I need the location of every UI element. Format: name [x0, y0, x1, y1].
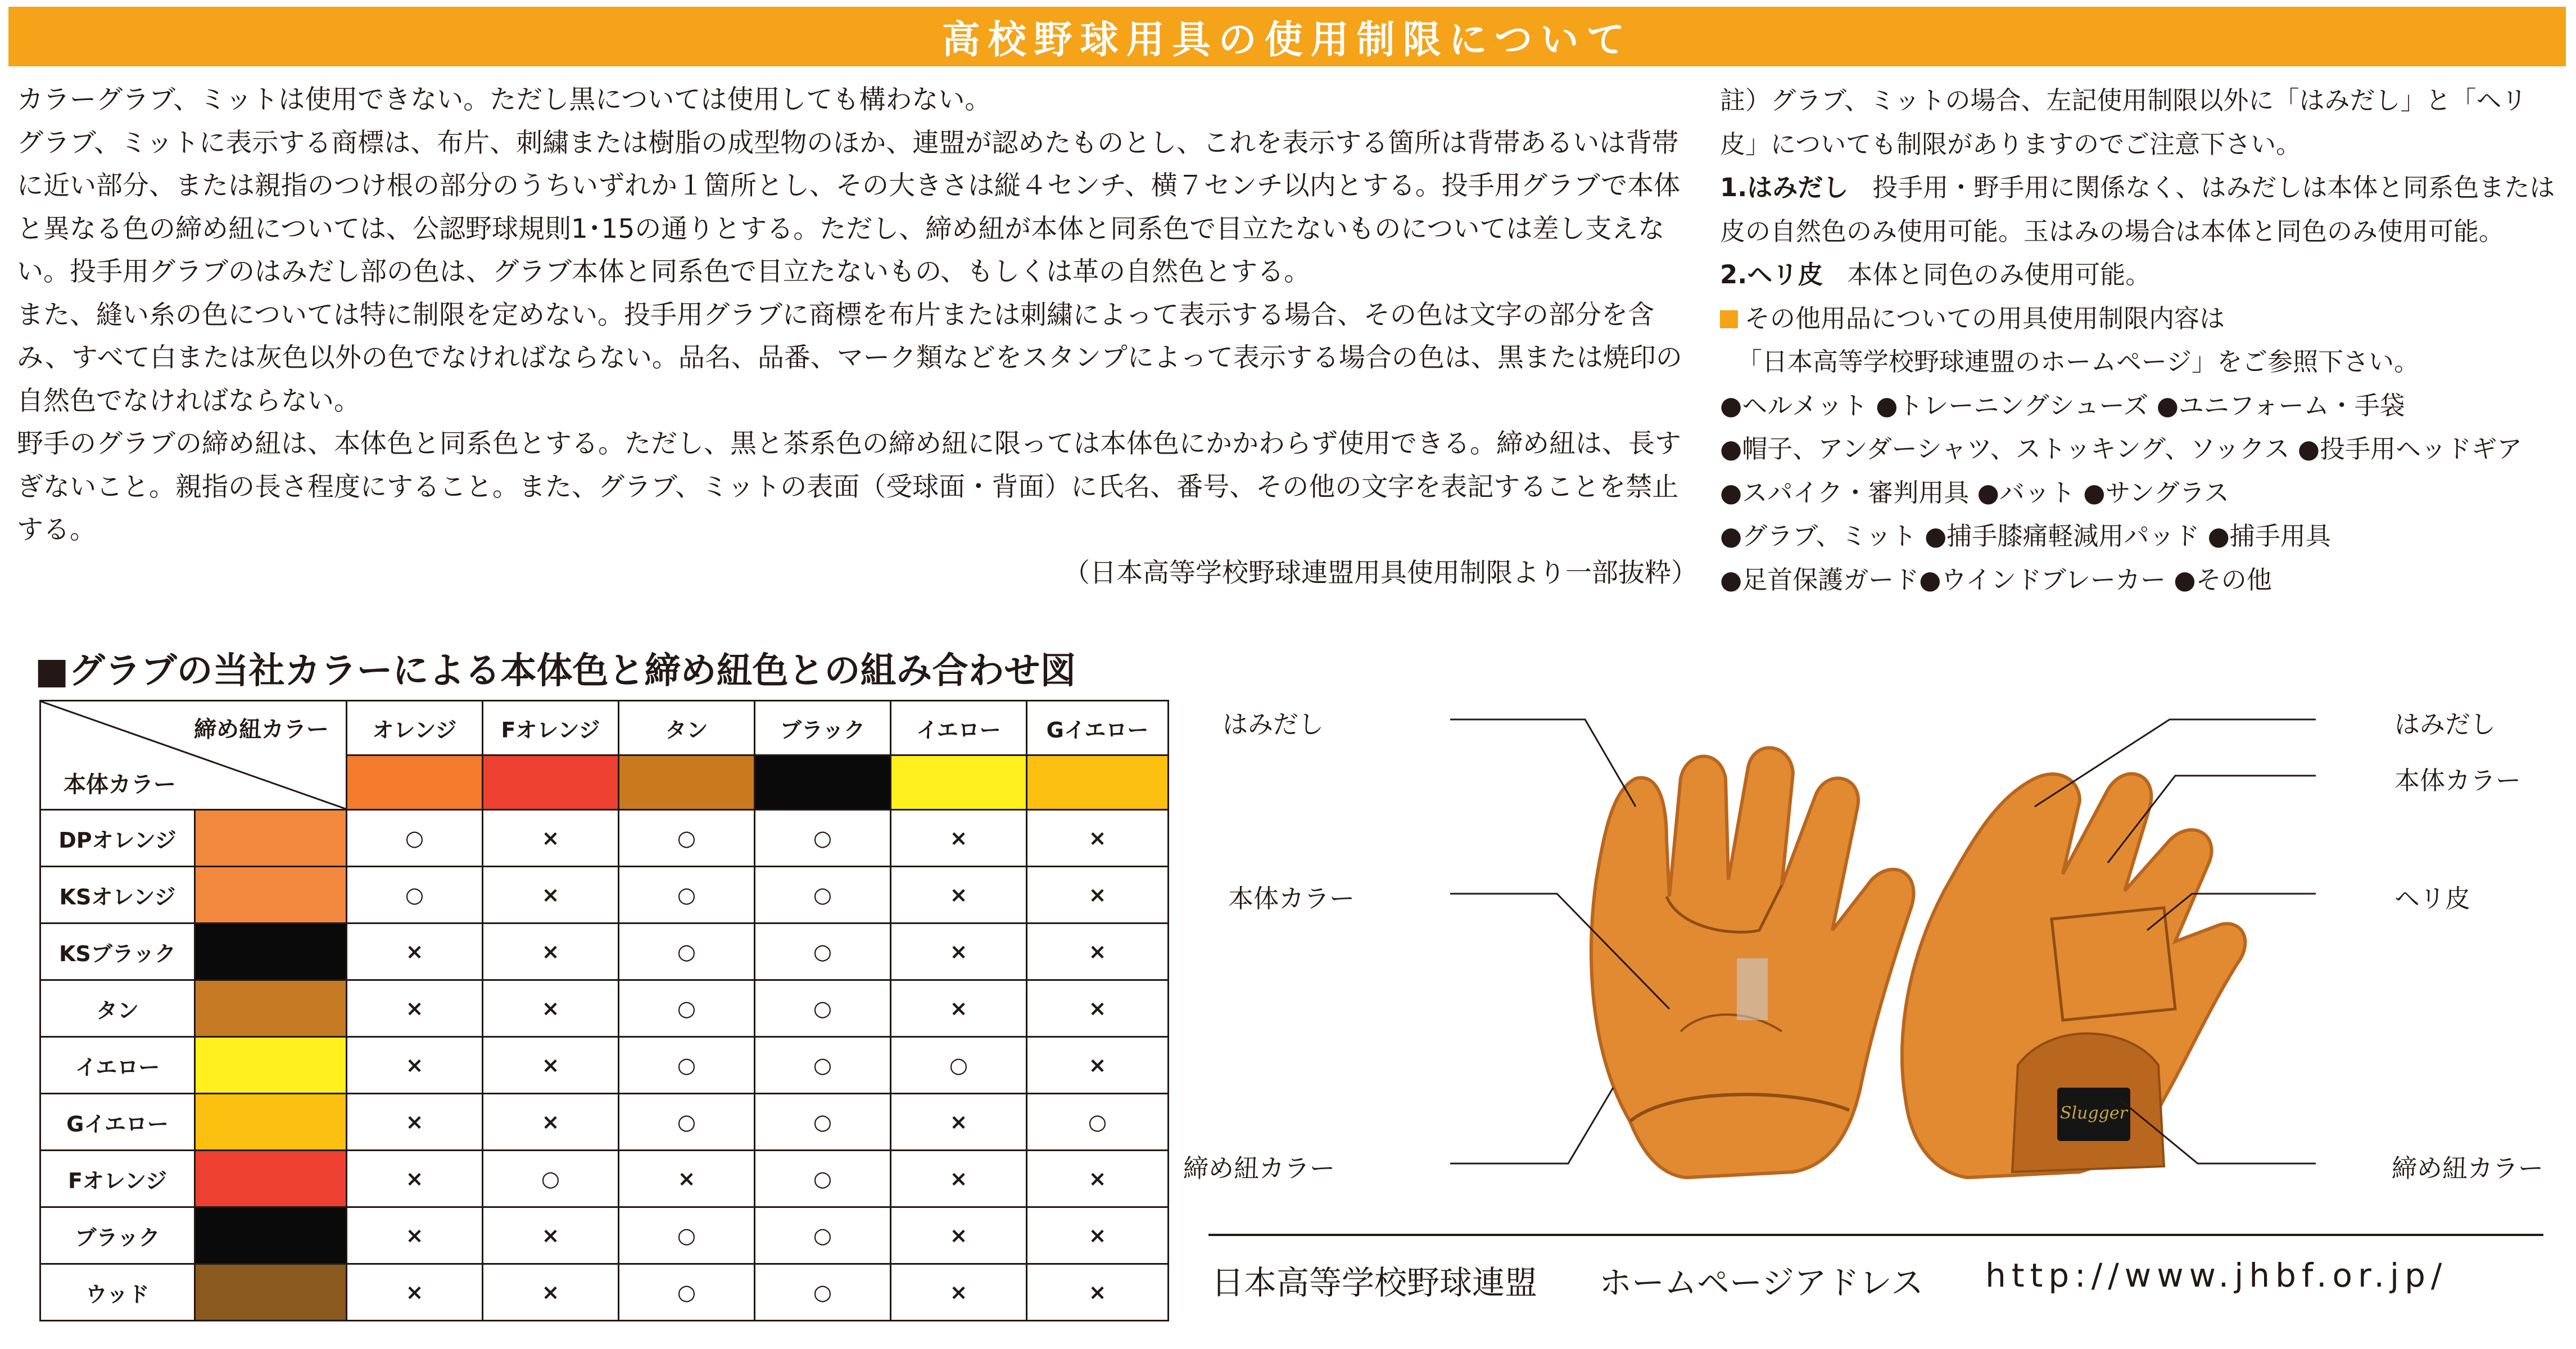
- footer: [1211, 1256, 2543, 1303]
- combination-mark: ×: [891, 1207, 1027, 1264]
- combination-mark: ○: [619, 980, 755, 1037]
- note-item-text: 投手用・野手用に関係なく、はみだしは本体と同系色または皮の自然色のみ使用可能。玉はみの場合は本体と同色のみ使用可能。: [1720, 173, 2555, 246]
- combination-mark: ×: [347, 1094, 483, 1151]
- callout-hamidashi-left: はみだし: [1223, 709, 1324, 739]
- combination-mark: ×: [1027, 1037, 1169, 1094]
- cord-color-swatch: [483, 755, 619, 810]
- combination-mark: ○: [755, 980, 891, 1037]
- combination-mark: ×: [891, 980, 1027, 1037]
- note-item-text: 本体と同色のみ使用可能。: [1847, 260, 2151, 289]
- combination-mark: ○: [347, 867, 483, 924]
- combination-mark: ○: [891, 1037, 1027, 1094]
- body-color-label: Fオレンジ: [40, 1151, 195, 1207]
- bullet-line: ●足首保護ガード●ウインドブレーカー ●その他: [1720, 564, 2272, 595]
- glove-back-icon: [1902, 774, 2245, 1178]
- regulation-paragraph: 野手のグラブの締め紐は、本体色と同系色とする。ただし、黒と茶系色の締め紐に限っては本体色にかかわらず使用できる。締め紐は、長すぎないこと。親指の長さ程度にすること。また、グラブ、ミットの表面（受球面・背面）に氏名、番号、その他の文字を表記することを禁止する。: [17, 428, 1681, 545]
- table-corner-header: [40, 701, 347, 810]
- body-color-swatch: [195, 924, 347, 980]
- combination-mark: ×: [1027, 867, 1169, 924]
- combination-mark: ×: [483, 924, 619, 980]
- combination-mark: ×: [619, 1151, 755, 1207]
- bullet-line: ●スパイク・審判用具 ●バット ●サングラス: [1720, 477, 2230, 508]
- combination-mark: ○: [755, 1151, 891, 1207]
- cord-color-header: オレンジ: [347, 701, 483, 755]
- body-color-swatch: [195, 1207, 347, 1264]
- combination-mark: ○: [755, 810, 891, 867]
- combination-mark: ×: [1027, 1151, 1169, 1207]
- glove-front-icon: [1591, 748, 1914, 1178]
- note-item-herikawa: [1720, 253, 2563, 297]
- orange-square-icon: [1720, 310, 1738, 328]
- note-column: [1720, 79, 2563, 601]
- callout-body-color-right: 本体カラー: [2394, 766, 2521, 795]
- table-body: [40, 810, 1169, 1321]
- combination-mark: ×: [891, 1094, 1027, 1151]
- note-item-heading: 1.はみだし: [1720, 173, 1849, 202]
- table-row: [40, 1207, 1169, 1264]
- callout-cord-color-right: 締め紐カラー: [2392, 1153, 2544, 1183]
- footer-url-link[interactable]: http://www.jhbf.or.jp/: [1985, 1256, 2448, 1294]
- combination-mark: ×: [1027, 1264, 1169, 1321]
- cord-color-header: ブラック: [755, 701, 891, 755]
- combination-mark: ×: [347, 924, 483, 980]
- combination-mark: ×: [891, 867, 1027, 924]
- combination-mark: ×: [347, 1037, 483, 1094]
- excerpt-source-note: （日本高等学校野球連盟用具使用制限より一部抜粋）: [1063, 557, 1697, 589]
- combination-mark: ○: [619, 1037, 755, 1094]
- body-color-label: イエロー: [40, 1037, 195, 1094]
- combination-mark: ○: [619, 1094, 755, 1151]
- footer-label: ホームページアドレス: [1599, 1264, 1924, 1302]
- combination-mark: ×: [347, 980, 483, 1037]
- combination-mark: ○: [755, 1264, 891, 1321]
- body-color-swatch: [195, 810, 347, 867]
- combination-mark: ×: [483, 1094, 619, 1151]
- combination-mark: ×: [483, 1207, 619, 1264]
- regulation-paragraph: また、縫い糸の色については特に制限を定めない。投手用グラブに商標を布片または刺繍によって表示する場合、その色は文字の部分を含み、すべて白または灰色以外の色でなければならない。品名、品番、マーク類などをスタンプによって表示する場合の色は、黒または焼印の自然色でなければならない。: [17, 299, 1682, 417]
- footer-org: 日本高等学校野球連盟: [1211, 1264, 1538, 1302]
- body-color-label: ブラック: [40, 1207, 195, 1264]
- combination-mark: ○: [619, 924, 755, 980]
- cord-color-swatch: [1027, 755, 1169, 810]
- body-color-label: ウッド: [40, 1264, 195, 1321]
- table-row: [40, 1151, 1169, 1207]
- cord-color-swatch: [347, 755, 483, 810]
- cord-color-header: Fオレンジ: [483, 701, 619, 755]
- table-row: [40, 1264, 1169, 1321]
- bullet-line: ●帽子、アンダーシャツ、ストッキング、ソックス ●投手用ヘッドギア: [1720, 434, 2523, 464]
- combination-mark: ×: [891, 1151, 1027, 1207]
- combination-mark: ○: [755, 1207, 891, 1264]
- body-color-swatch: [195, 1264, 347, 1321]
- body-color-swatch: [195, 980, 347, 1037]
- glove-photo: [1445, 694, 2321, 1234]
- note-item-hamidashi: [1720, 166, 2563, 253]
- table-row: [40, 980, 1169, 1037]
- body-color-swatch: [195, 1151, 347, 1207]
- footer-rule: [1208, 1234, 2543, 1236]
- note-item-heading: 2.ヘリ皮: [1720, 260, 1823, 289]
- table-row: [40, 1094, 1169, 1151]
- callout-hamidashi-right: はみだし: [2394, 709, 2496, 739]
- svg-text:Slugger: Slugger: [2060, 1103, 2127, 1123]
- callout-cord-color-left: 締め紐カラー: [1183, 1153, 1335, 1183]
- combination-mark: ○: [619, 1264, 755, 1321]
- body-color-label: KSオレンジ: [40, 867, 195, 924]
- combination-mark: ×: [1027, 924, 1169, 980]
- section-title: ■グラブの当社カラーによる本体色と締め紐色との組み合わせ図: [35, 650, 1076, 692]
- body-color-label: KSブラック: [40, 924, 195, 980]
- cord-color-axis-label: 締め紐カラー: [194, 717, 329, 743]
- callout-herikawa-right: ヘリ皮: [2394, 884, 2471, 913]
- note-intro: 註）グラブ、ミットの場合、左記使用制限以外に「はみだし」と「ヘリ皮」についても制限がありますのでご注意下さい。: [1720, 85, 2527, 159]
- combination-mark: ○: [755, 1037, 891, 1094]
- combination-mark: ○: [755, 1094, 891, 1151]
- combination-mark: ○: [1027, 1094, 1169, 1151]
- callout-body-color-left: 本体カラー: [1228, 884, 1355, 913]
- color-combination-table: [39, 700, 1169, 1321]
- cord-color-swatch: [891, 755, 1027, 810]
- combination-mark: ×: [891, 1264, 1027, 1321]
- combination-mark: ×: [1027, 810, 1169, 867]
- combination-mark: ×: [483, 810, 619, 867]
- body-color-label: DPオレンジ: [40, 810, 195, 867]
- body-color-label: Gイエロー: [40, 1094, 195, 1151]
- combination-mark: ○: [347, 810, 483, 867]
- regulation-paragraph: グラブ、ミットに表示する商標は、布片、刺繍または樹脂の成型物のほか、連盟が認めたものとし、これを表示する箇所は背帯あるいは背帯に近い部分、または親指のつけ根の部分のうちいずれか１箇所とし、その大きさは縦４センチ、横７センチ以内とする。投手用グラブで本体と異なる色の締め紐については、公認野球規則1･15の通りとする。ただし、締め紐が本体と同系色で目立たないものについては差し支えない。投手用グラブのはみだし部の色は、グラブ本体と同系色で目立たないもの、もしくは革の自然色とする。: [17, 127, 1681, 287]
- combination-mark: ×: [347, 1207, 483, 1264]
- combination-mark: ○: [755, 924, 891, 980]
- cord-color-header: タン: [619, 701, 755, 755]
- combination-mark: ×: [483, 980, 619, 1037]
- combination-mark: ×: [483, 1037, 619, 1094]
- cord-color-header: イエロー: [891, 701, 1027, 755]
- bullet-line: ●グラブ、ミット ●捕手膝痛軽減用パッド ●捕手用具: [1720, 521, 2331, 551]
- body-color-label: タン: [40, 980, 195, 1037]
- combination-mark: ×: [347, 1264, 483, 1321]
- bullet-line: ●ヘルメット ●トレーニングシューズ ●ユニフォーム・手袋: [1720, 390, 2405, 420]
- table-row: [40, 867, 1169, 924]
- table-row: [40, 810, 1169, 867]
- combination-mark: ×: [1027, 980, 1169, 1037]
- combination-mark: ×: [1027, 1207, 1169, 1264]
- cord-color-header: Gイエロー: [1027, 701, 1169, 755]
- regulation-text: [17, 79, 1697, 595]
- body-color-swatch: [195, 867, 347, 924]
- combination-mark: ○: [483, 1151, 619, 1207]
- regulation-paragraph: カラーグラブ、ミットは使用できない。ただし黒については使用しても構わない。: [17, 84, 992, 115]
- combination-mark: ×: [483, 1264, 619, 1321]
- body-color-swatch: [195, 1037, 347, 1094]
- cord-color-swatch: [619, 755, 755, 810]
- combination-mark: ○: [755, 867, 891, 924]
- glove-illustration: [1183, 694, 2544, 1234]
- body-color-swatch: [195, 1094, 347, 1151]
- combination-mark: ×: [347, 1151, 483, 1207]
- body-color-axis-label: 本体カラー: [64, 772, 176, 798]
- title-banner: [8, 7, 2566, 66]
- note-other-ref: 「日本高等学校野球連盟のホームページ」をご参照下さい。: [1737, 347, 2420, 377]
- table-row: [40, 924, 1169, 980]
- combination-mark: ○: [619, 810, 755, 867]
- combination-mark: ×: [483, 867, 619, 924]
- table-row: [40, 1037, 1169, 1094]
- cord-color-swatch: [755, 755, 891, 810]
- combination-mark: ○: [619, 867, 755, 924]
- combination-mark: ×: [891, 810, 1027, 867]
- page-title: 高校野球用具の使用制限について: [941, 17, 1633, 62]
- combination-mark: ×: [891, 924, 1027, 980]
- combination-mark: ○: [619, 1207, 755, 1264]
- note-other-heading: その他用品についての用具使用制限内容は: [1720, 297, 2563, 341]
